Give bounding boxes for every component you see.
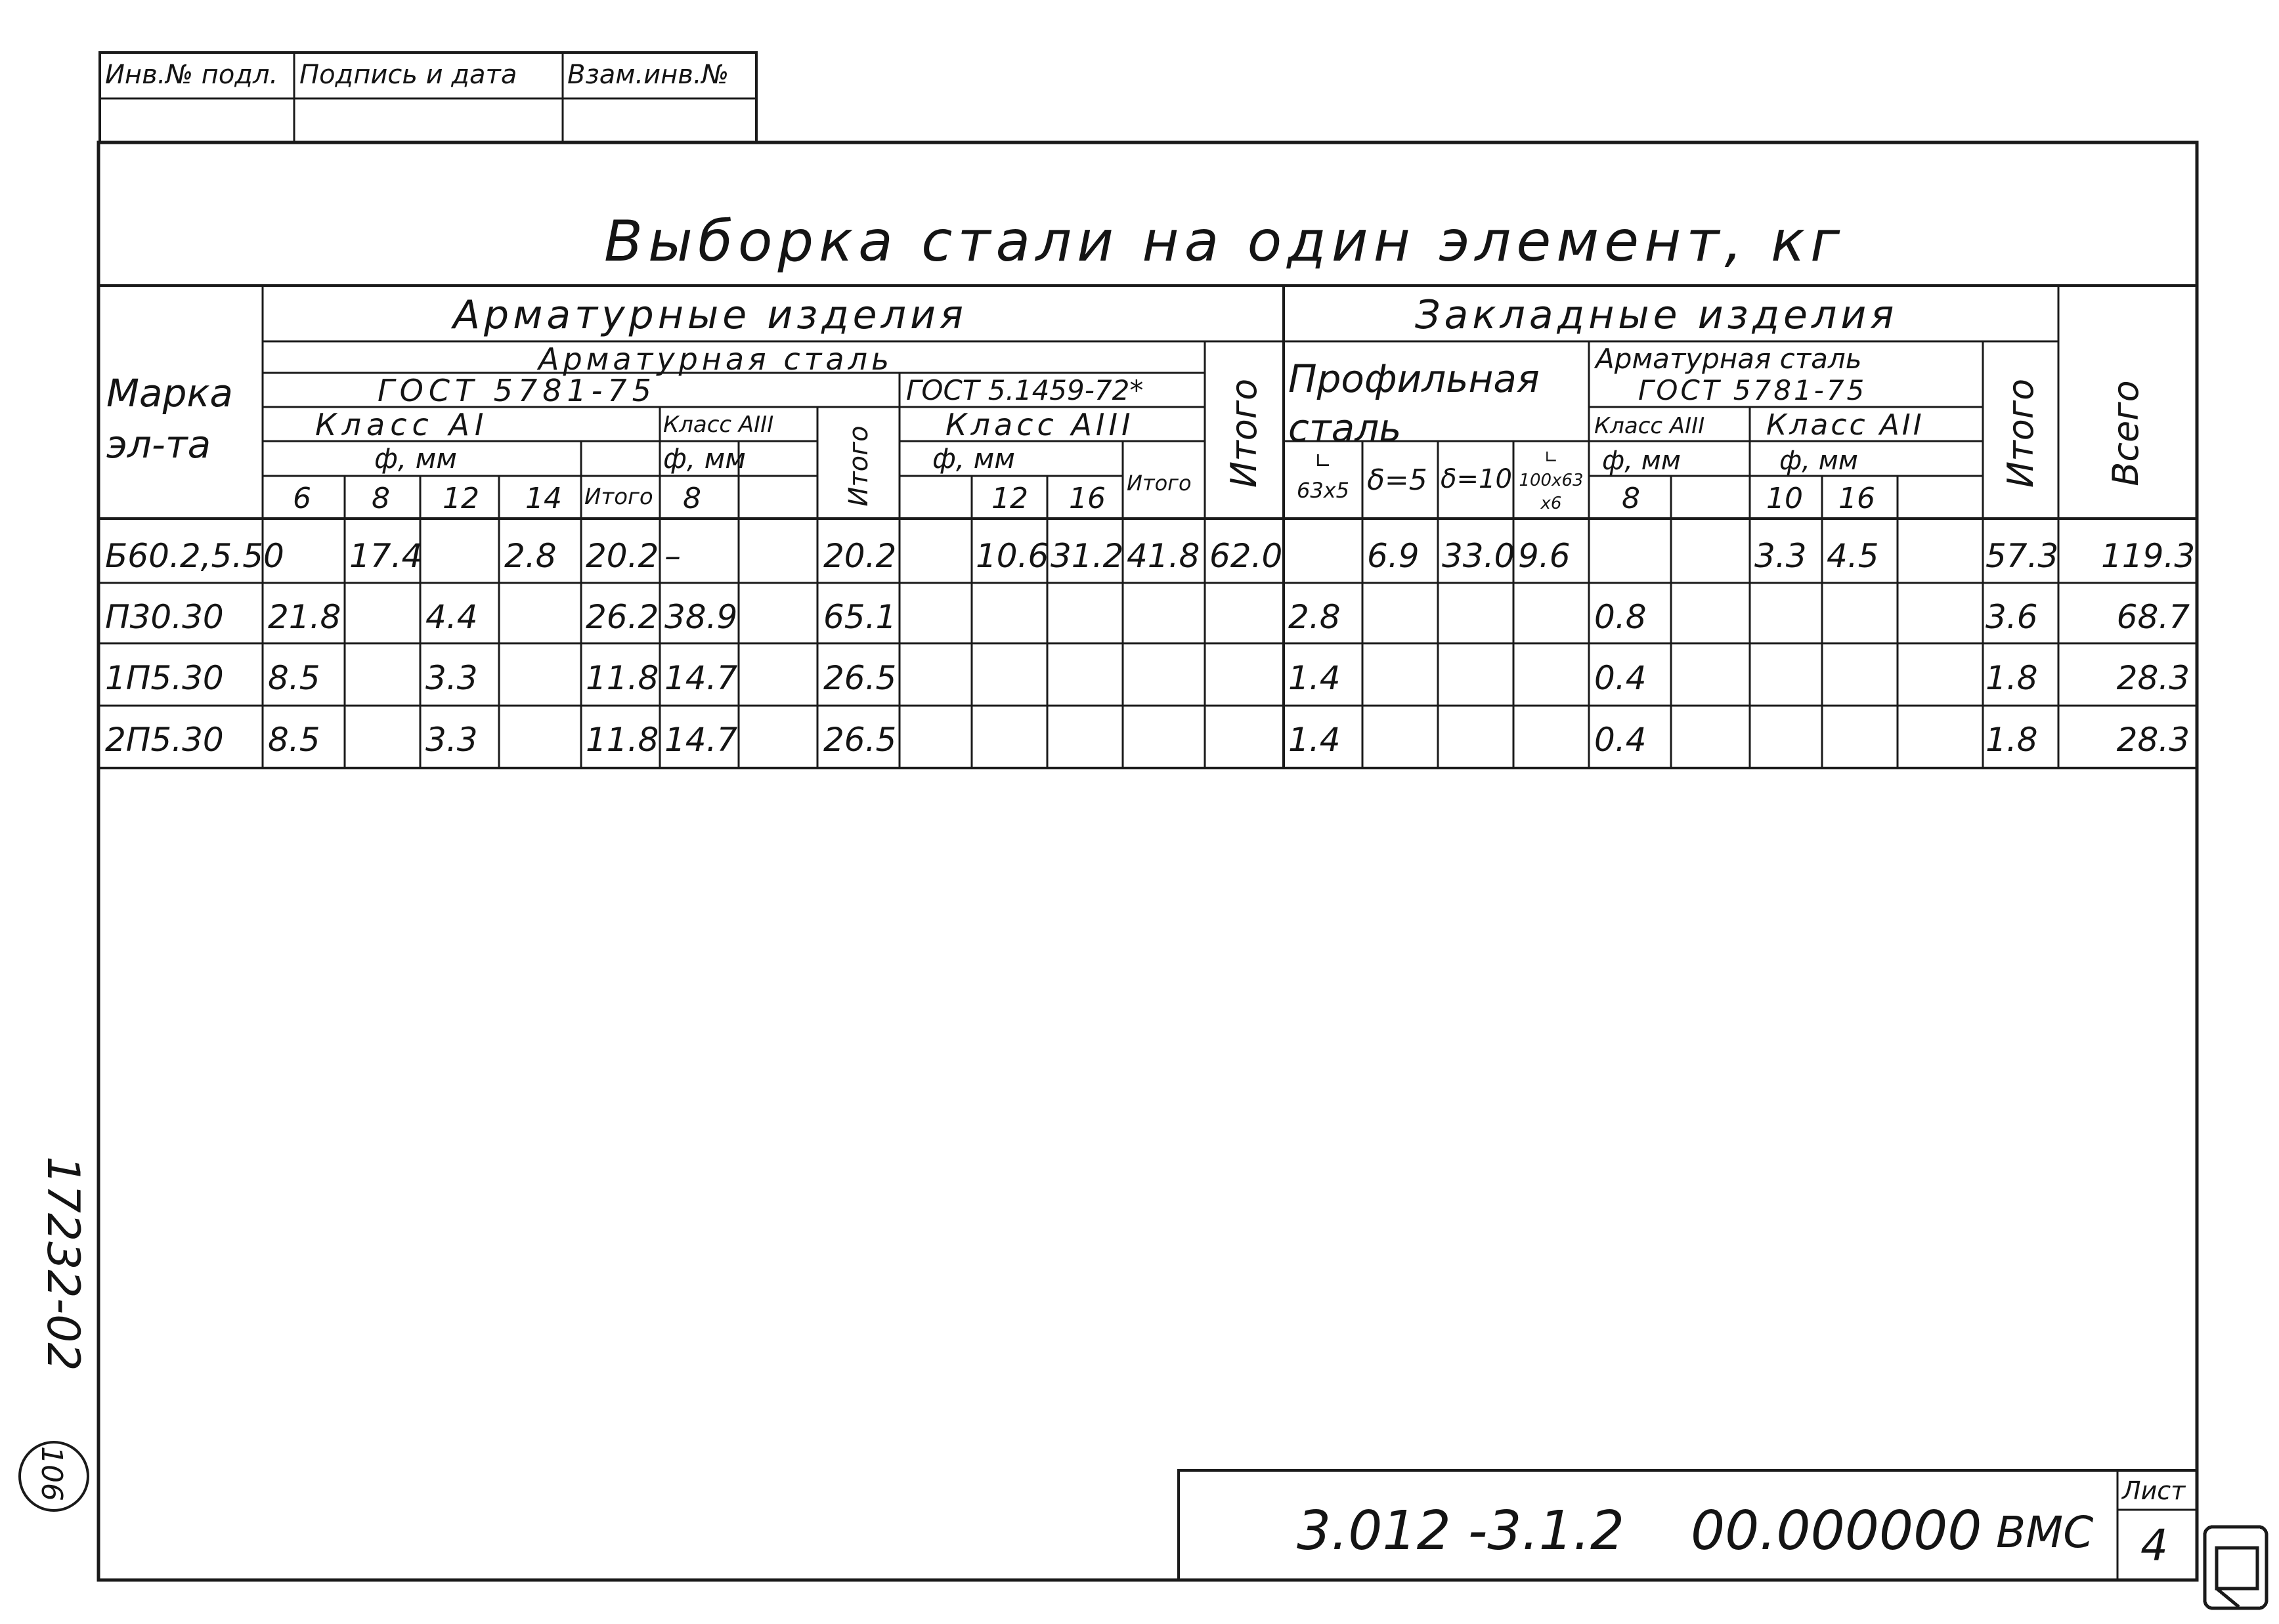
table-cell-g16: 31.2 [1051, 537, 1124, 575]
stamp-replace-label: Взам.инв.№ [567, 60, 729, 90]
table-cell-e8: 0.8 [1594, 598, 1647, 636]
header-phi-mm-ai: ф, мм [374, 442, 457, 475]
table-cell-emb-itogo: 3.6 [1986, 598, 2038, 636]
table-cell-ai6: 21.8 [268, 598, 341, 636]
header-class-ai: Класс AI [315, 407, 489, 442]
row-mark: 1П5.30 [105, 659, 224, 697]
header-armatur-steel: Арматурная сталь [538, 341, 894, 377]
archive-number: 17232-02 [37, 1156, 89, 1371]
header-itogo-emb-vertical: Итого [2000, 378, 2041, 488]
header-emb-gost: ГОСТ 5781-75 [1638, 374, 1867, 406]
doc-type: ВМС [1996, 1507, 2094, 1558]
stamp-inv-no-label: Инв.№ подл. [105, 60, 278, 90]
sheet-label: Лист [2122, 1476, 2186, 1505]
header-d-ai-14: 14 [525, 482, 562, 515]
header-phi-mm-aiii: ф, мм [663, 442, 746, 475]
header-vsego-vertical: Всего [2105, 380, 2146, 486]
table-cell-ai6: 8.5 [268, 659, 320, 697]
table-cell-vsego: 68.7 [2116, 598, 2190, 636]
corner-stamp-icon [2200, 1522, 2272, 1613]
header-d-5459-16: 16 [1069, 482, 1106, 515]
table-cell-p1: 2.8 [1288, 598, 1341, 636]
header-itogo-ai: Итого [584, 484, 653, 510]
header-gost-5-1459: ГОСТ 5.1459-72* [906, 374, 1144, 406]
table-cell-p3: 33.0 [1442, 537, 1515, 575]
table-cell-p1: 1.4 [1288, 659, 1341, 697]
header-itogo-arm-vertical: Итого [844, 425, 874, 507]
header-emb-class-aiii: Класс AIII [1594, 413, 1705, 439]
doc-number: 00.000000 [1691, 1500, 1982, 1562]
table-cell-arm-total: 62.0 [1209, 537, 1283, 575]
header-class-aiii: Класс AIII [945, 407, 1135, 442]
table-cell-e10: 3.3 [1754, 537, 1807, 575]
table-cell-vsego: 28.3 [2116, 721, 2190, 759]
table-cell-ai12: 3.3 [425, 721, 478, 759]
header-armatur-group: Арматурные изделия [453, 292, 968, 338]
header-phi-mm-emb-aiii: ф, мм [1602, 446, 1681, 476]
table-cell-aiii8: – [664, 537, 681, 575]
header-profile-steel: Профильная сталь [1288, 356, 1540, 451]
header-d-aiii-8: 8 [683, 482, 701, 515]
table-cell-ai6: 8.5 [268, 721, 320, 759]
page-title: Выборка стали на один элемент, кг [604, 209, 1846, 274]
header-gost-5781: ГОСТ 5781-75 [378, 373, 657, 408]
table-cell-ai14: 2.8 [504, 537, 557, 575]
header-d-emb-aii-10: 10 [1766, 482, 1803, 515]
table-cell-ai-itogo: 26.2 [586, 598, 659, 636]
header-emb-armatur-steel: Арматурная сталь [1595, 343, 1862, 375]
row-mark: Б60.2,5.50 [105, 537, 284, 575]
table-cell-e8: 0.4 [1594, 721, 1647, 759]
table-cell-ai12: 4.4 [425, 598, 478, 636]
sheet-number: 4 [2140, 1520, 2168, 1571]
header-embedded-group: Закладные изделия [1415, 292, 1898, 338]
stamp-sign-date-label: Подпись и дата [299, 60, 517, 90]
table-cell-arm-itogo: 26.5 [823, 721, 897, 759]
table-cell-ai12: 3.3 [425, 659, 478, 697]
doc-code: 3.012 -3.1.2 [1297, 1500, 1625, 1562]
table-cell-emb-itogo: 1.8 [1986, 721, 2038, 759]
header-phi-mm-5459: ф, мм [932, 442, 1015, 475]
table-cell-ai-itogo: 11.8 [586, 721, 659, 759]
table-cell-vsego: 119.3 [2101, 537, 2196, 575]
table-cell-emb-itogo: 57.3 [1986, 537, 2059, 575]
table-cell-arm-itogo: 20.2 [823, 537, 897, 575]
table-cell-emb-itogo: 1.8 [1986, 659, 2038, 697]
table-cell-arm-itogo: 65.1 [823, 598, 897, 636]
header-prof-delta-5: δ=5 [1367, 463, 1427, 497]
table-cell-e16: 4.5 [1827, 537, 1879, 575]
table-cell-arm-itogo: 26.5 [823, 659, 897, 697]
table-cell-e8: 0.4 [1594, 659, 1647, 697]
page-mark: 106 [35, 1446, 68, 1501]
table-cell-ai-itogo: 11.8 [586, 659, 659, 697]
header-itogo-arm-total-vertical: Итого [1223, 378, 1265, 488]
table-cell-p1: 1.4 [1288, 721, 1341, 759]
header-mark: Марка эл-та [106, 371, 233, 467]
table-cell-ai-itogo: 20.2 [586, 537, 659, 575]
table-cell-ai8: 17.4 [349, 537, 423, 575]
header-class-aiii-short: Класс AIII [663, 412, 774, 438]
table-cell-g12: 10.6 [976, 537, 1049, 575]
header-d-ai-6: 6 [293, 482, 311, 515]
header-itogo-5459: Итого [1127, 471, 1192, 496]
header-phi-mm-emb-aii: ф, мм [1779, 446, 1858, 476]
header-prof-angle-63x5: ∟ 63x5 [1296, 448, 1349, 503]
table-cell-vsego: 28.3 [2116, 659, 2190, 697]
header-d-emb-aiii-8: 8 [1622, 482, 1640, 515]
header-d-emb-aii-16: 16 [1838, 482, 1875, 515]
header-d-ai-12: 12 [443, 482, 479, 515]
header-emb-class-aii: Класс AII [1766, 408, 1924, 442]
table-cell-aiii8: 38.9 [664, 598, 738, 636]
header-d-5459-12: 12 [991, 482, 1028, 515]
header-d-ai-8: 8 [372, 482, 390, 515]
header-prof-angle-100x63: ∟ 100x63 x6 [1519, 448, 1584, 514]
table-cell-p4: 9.6 [1518, 537, 1571, 575]
header-prof-delta-10: δ=10 [1441, 464, 1512, 494]
table-cell-g-itogo: 41.8 [1127, 537, 1200, 575]
table-cell-aiii8: 14.7 [664, 659, 738, 697]
table-cell-aiii8: 14.7 [664, 721, 738, 759]
row-mark: 2П5.30 [105, 721, 224, 759]
table-cell-p2: 6.9 [1367, 537, 1420, 575]
row-mark: П30.30 [105, 598, 224, 636]
